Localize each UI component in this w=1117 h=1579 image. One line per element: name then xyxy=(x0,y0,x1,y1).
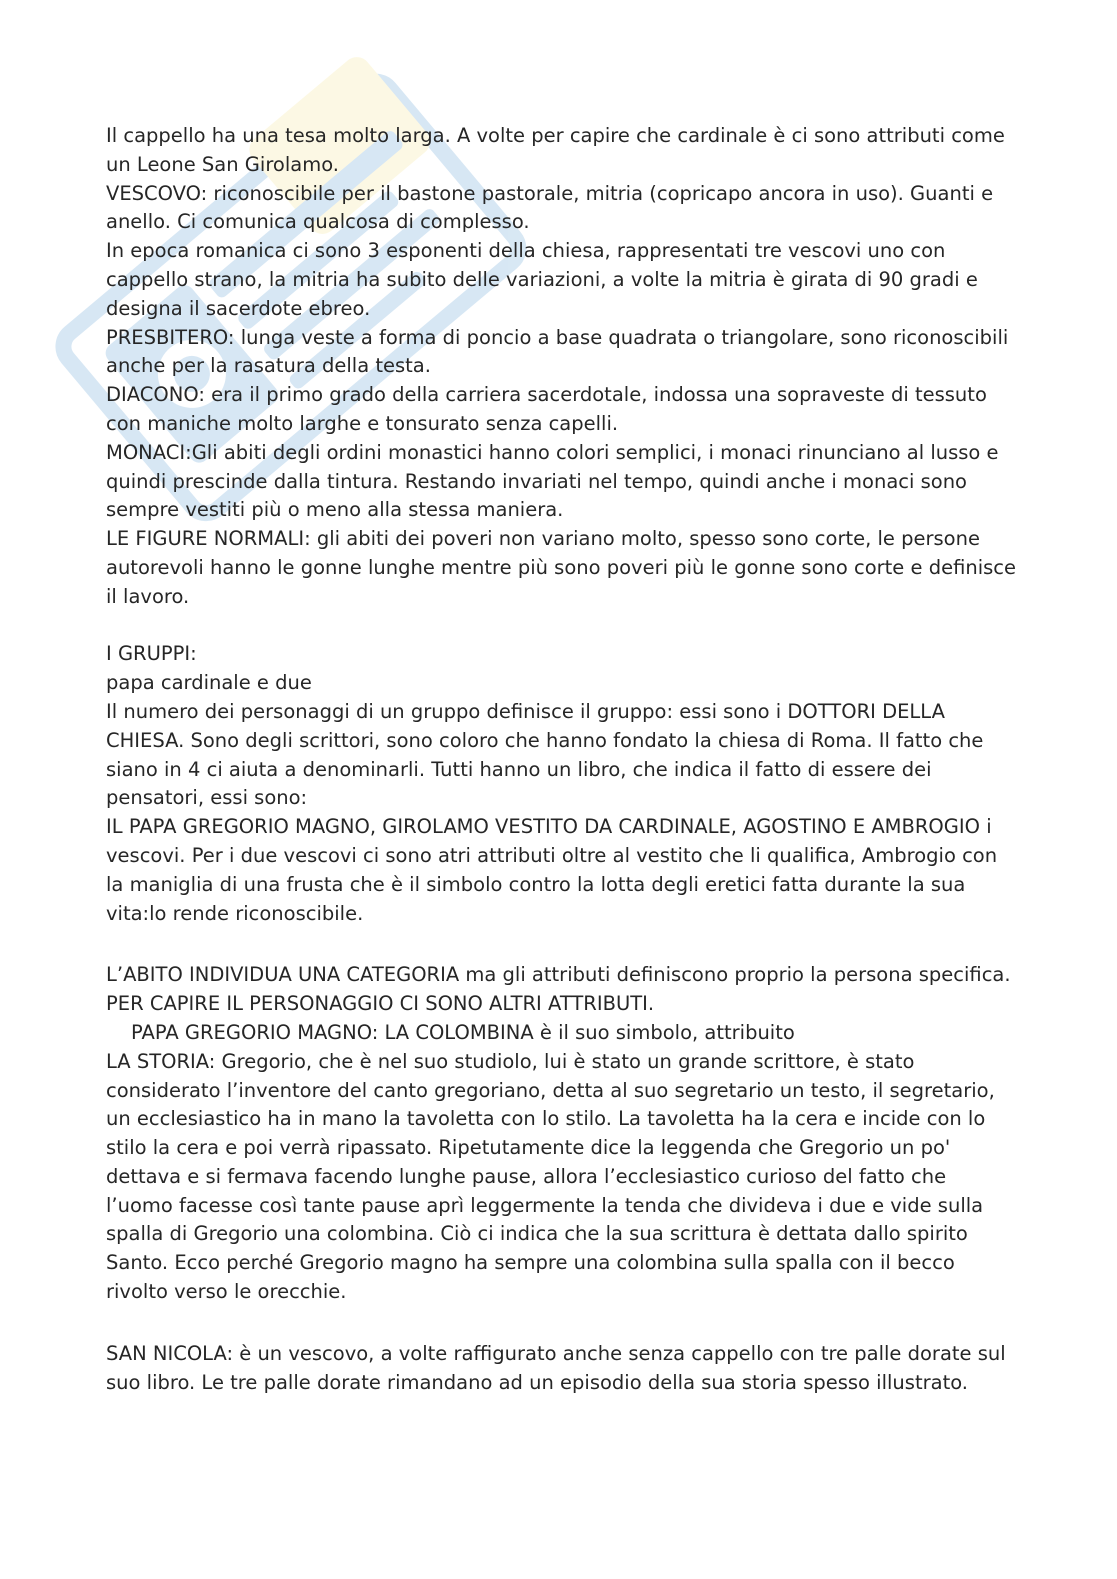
paragraph-diacono: DIACONO: era il primo grado della carriera sacerdotale, indossa una sopraveste di tessuto con maniche molto larghe e tonsurato senza capelli. xyxy=(106,383,994,435)
spacer xyxy=(106,928,1018,961)
paragraph-monaci: MONACI:Gli abiti degli ordini monastici hanno colori semplici, i monaci rinunciano al lusso e quindi prescinde dalla tintura. Restando invariati nel tempo, quindi anche i monaci sono sempre vestiti più o meno alla stessa maniera. xyxy=(106,440,1005,522)
paragraph-gruppi-heading: I GRUPPI: xyxy=(106,642,197,666)
paragraph-numero-personaggi: Il numero dei personaggi di un gruppo definisce il gruppo: essi sono i DOTTORI DELLA CHIESA. Sono degli scrittori, sono coloro che hanno fondato la chiesa di Roma. Il fatto che siano in 4 ci aiuta a denominarli. Tutti hanno un libro, che indica il fatto di essere dei pensatori, essi sono: xyxy=(106,699,990,810)
spacer xyxy=(106,1307,1018,1340)
paragraph-cappello: Il cappello ha una tesa molto larga. A volte per capire che cardinale è ci sono attributi come un Leone San Girolamo. xyxy=(106,124,1012,176)
paragraph-papa-cardinale: papa cardinale e due xyxy=(106,671,312,695)
paragraph-gregorio-colombina: PAPA GREGORIO MAGNO: LA COLOMBINA è il suo simbolo, attribuito xyxy=(131,1020,795,1044)
paragraph-figure-normali: LE FIGURE NORMALI: gli abiti dei poveri non variano molto, spesso sono corte, le persone autorevoli hanno le gonne lunghe mentre più sono poveri più le gonne sono corte e definisce il lavoro. xyxy=(106,527,1023,608)
paragraph-la-storia: LA STORIA: Gregorio, che è nel suo studiolo, lui è stato un grande scrittore, è stato considerato l’inventore del canto gregoriano, detta al suo segretario un testo, il segretario, un ecclesiastico ha in mano la tavoletta con lo stilo. La tavoletta ha la cera e incide con lo stilo la cera e poi verrà ripassato. Ripetutamente dice la leggenda che Gregorio un po' dettava e si fermava facendo lunghe pause, allora l’ecclesiastico curioso del fatto che l’uomo facesse così tante pause aprì leggermente la tenda che divideva i due e vide sulla spalla di Gregorio una colombina. Ciò ci indica che la sua scrittura è dettata dallo spirito Santo. Ecco perché Gregorio magno ha sempre una colombina sulla spalla con il becco rivolto verso le orecchie. xyxy=(106,1049,1002,1304)
document-body xyxy=(106,122,1023,1397)
paragraph-epoca-romanica: In epoca romanica ci sono 3 esponenti della chiesa, rappresentati tre vescovi uno con cappello strano, la mitria ha subito delle variazioni, a volte la mitria è girata di 90 gradi e designa il sacerdote ebreo. xyxy=(106,239,985,320)
paragraph-dottori-chiesa: IL PAPA GREGORIO MAGNO, GIROLAMO VESTITO DA CARDINALE, AGOSTINO E AMBROGIO i vescovi. Per i due vescovi ci sono atri attributi oltre al vestito che li qualifica, Ambrogio con la maniglia di una frusta che è il simbolo contro la lotta degli eretici fatta durante la sua vita:lo rende riconoscibile. xyxy=(106,815,1004,925)
paragraph-presbitero: PRESBITERO: lunga veste a forma di poncio a base quadrata o triangolare, sono riconoscibili anche per la rasatura della testa. xyxy=(106,325,1015,378)
paragraph-abito-categoria: L’ABITO INDIVIDUA UNA CATEGORIA ma gli attributi definiscono proprio la persona specifica. xyxy=(106,963,1011,987)
paragraph-san-nicola: SAN NICOLA: è un vescovo, a volte raffigurato anche senza cappello con tre palle dorate sul suo libro. Le tre palle dorate rimandano ad un episodio della sua storia spesso illustrato. xyxy=(106,1341,1012,1394)
paragraph-capire-personaggio: PER CAPIRE IL PERSONAGGIO CI SONO ALTRI ATTRIBUTI. xyxy=(106,992,655,1016)
spacer xyxy=(106,612,1018,641)
paragraph-vescovo: VESCOVO: riconoscibile per il bastone pastorale, mitria (copricapo ancora in uso). Guanti e anello. Ci comunica qualcosa di complesso. xyxy=(106,181,1000,234)
